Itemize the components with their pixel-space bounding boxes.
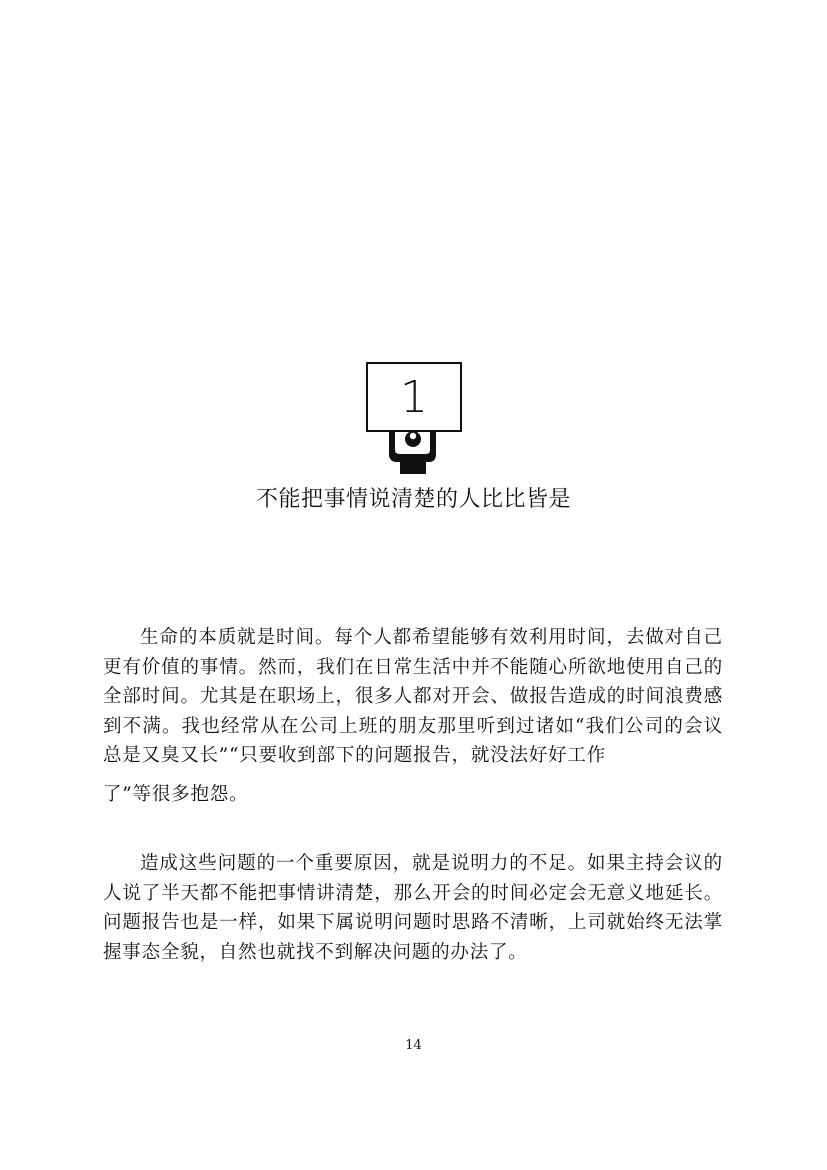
chapter-mark xyxy=(366,362,463,474)
chapter-number: 1 xyxy=(400,372,428,423)
page-number: 14 xyxy=(405,1038,422,1053)
paragraph-1-last-line: 了”等很多抱怨。 xyxy=(103,783,249,805)
body-paragraph-1 xyxy=(103,623,723,809)
paragraph-1-main-text: 生命的本质就是时间。每个人都希望能够有效利用时间，去做对自己更有价值的事情。然而，我们在日常生活中并不能随心所欲地使用自己的全部时间。尤其是在职场上，很多人都对开会、做报告造成的时间浪费感到不满。我也经常从在公司上班的朋友那里听到过诸如“我们公司的会议总是又臭又长”“只要收到部下的问题报告，就没法好好工作 xyxy=(103,627,723,766)
body-paragraph-2: 造成这些问题的一个重要原因，就是说明力的不足。如果主持会议的人说了半天都不能把事情讲清楚，那么开会的时间必定会无意义地延长。问题报告也是一样，如果下属说明问题时思路不清晰，上司就始终无法掌握事态全貌，自然也就找不到解决问题的办法了。 xyxy=(103,853,723,963)
chapter-title: 不能把事情说清楚的人比比皆是 xyxy=(255,487,571,512)
chapter-number-box xyxy=(366,362,462,432)
